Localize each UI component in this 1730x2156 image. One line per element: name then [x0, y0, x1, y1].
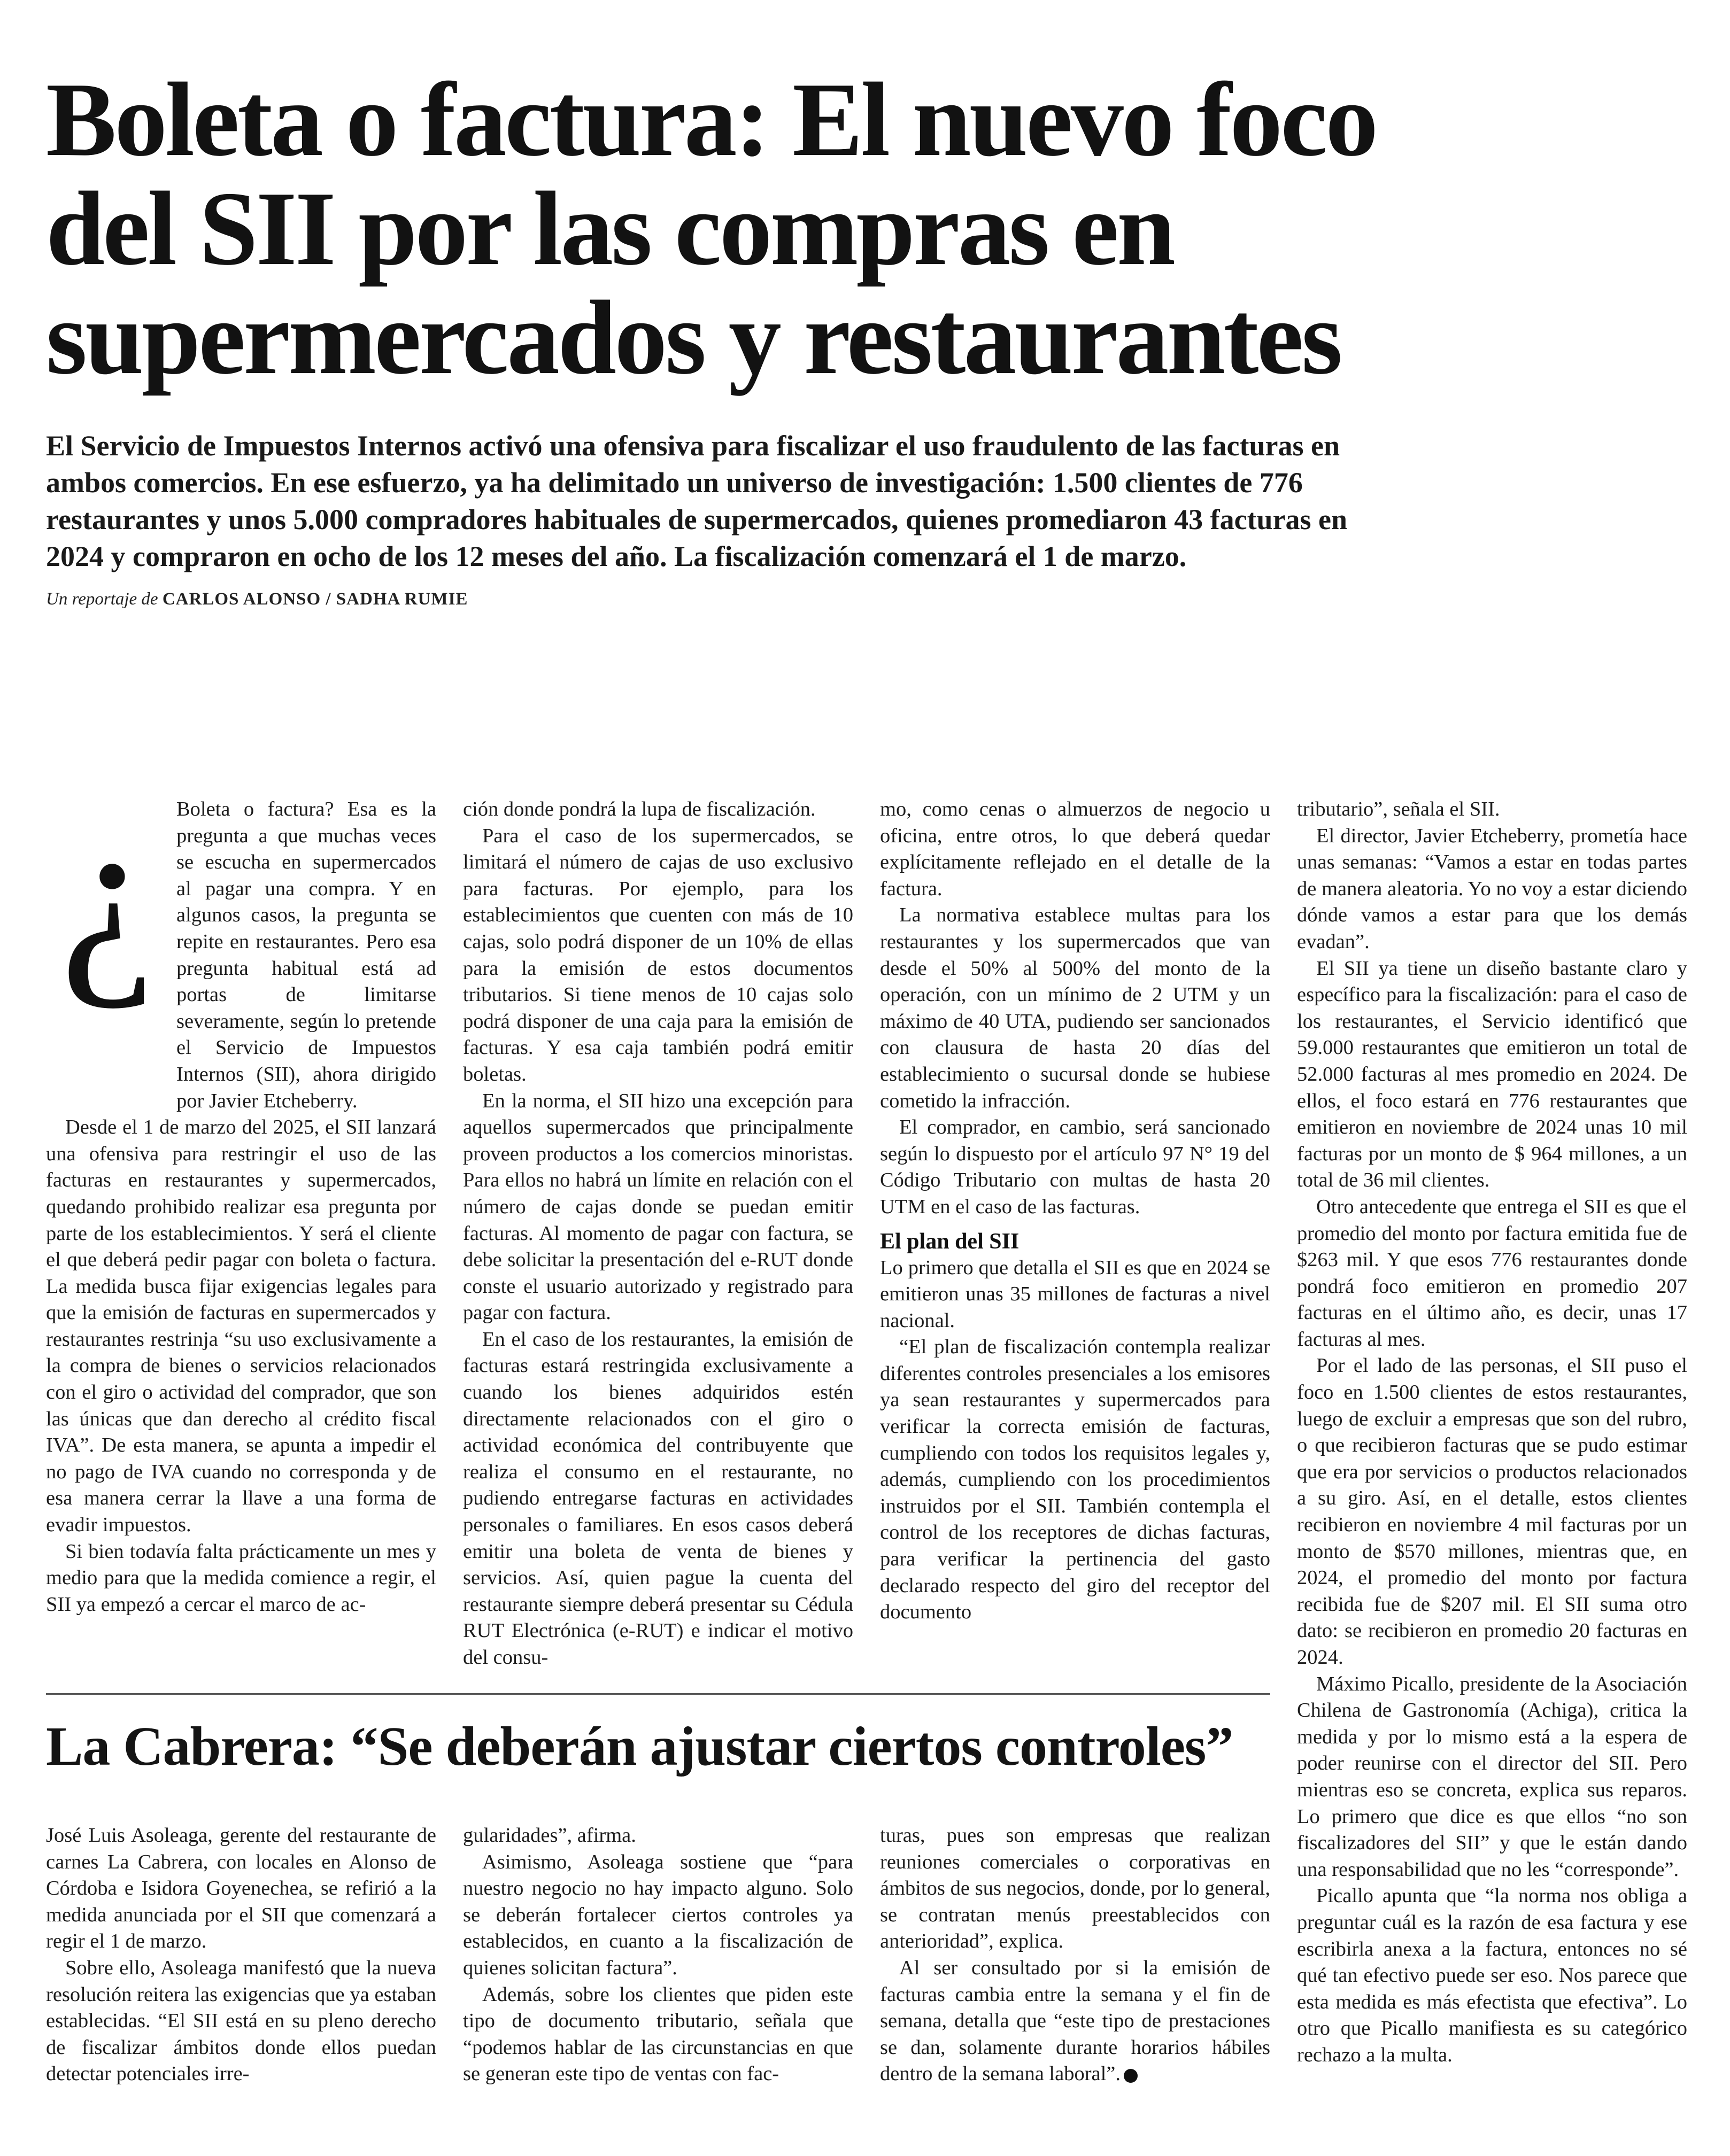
- byline: [46, 590, 468, 609]
- article-column-1: [46, 774, 436, 1618]
- byline-authors: CARLOS ALONSO / SADHA RUMIE: [162, 590, 468, 609]
- article-paragraph: Para el caso de los supermercados, se limitará el número de cajas de uso exclusivo para facturas. Por ejemplo, para los establecimientos que cuenten con más de 10 cajas, solo podrá disponer de un 10% de ellas para la emisión de estos documentos tributarios. Si tiene menos de 10 cajas solo podrá disponer de una caja para la emisión de facturas. Y esa caja también podrá emitir boletas.: [463, 824, 853, 1085]
- article-paragraph: Si bien todavía falta prácticamente un mes y medio para que la medida comience a regir, el SII ya empezó a cercar el marco de ac-: [46, 1540, 436, 1616]
- article-paragraph: mo, como cenas o almuerzos de negocio u oficina, entre otros, lo que deberá quedar explícitamente reflejado en el detalle de la factura.: [880, 798, 1270, 900]
- sidebar-column-3: [880, 1822, 1270, 2088]
- article-paragraph: tributario”, señala el SII.: [1297, 798, 1500, 820]
- article-paragraph: En el caso de los restaurantes, la emisión de facturas estará restringida exclusivamente a cuando los bienes adquiridos estén directamente relacionados con el giro o actividad económica del contribuyente que realiza el consumo en el restaurante, no pudiendo entregarse facturas en actividades personales o familiares. En esos casos deberá emitir una boleta de venta de bienes y servicios. Así, quien pague la cuenta del restaurante siempre deberá presentar su Cédula RUT Electrónica (e-RUT) e indicar el motivo del consu-: [463, 1328, 853, 1669]
- headline-line-2: del SII por las compras en: [46, 170, 1174, 287]
- sidebar-paragraph: turas, pues son empresas que realizan reuniones comerciales o corporativas en ámbitos de sus negocios, donde, por lo general, se contratan menús preestablecidos con anterioridad”, explica.: [880, 1824, 1270, 1953]
- article-column-2: [463, 796, 853, 1671]
- article-paragraph: “El plan de fiscalización contempla realizar diferentes controles presenciales a los emisores ya sean restaurantes y supermercados para verificar la correcta emisión de facturas, cumpliendo con todos los requisitos legales y, además, cumpliendo con los procedimientos instruidos por el SII. También contempla el control de los receptores de dichas facturas, para verificar la pertinencia del gasto declarado respecto del giro del receptor del documento: [880, 1336, 1270, 1624]
- article-paragraph: Boleta o factura? Esa es la pregunta a que muchas veces se escucha en supermercados al pagar una compra. Y en algunos casos, la pregunta se repite en restaurantes. Pero esa pregunta habitual está ad portas de limitarse severamente, según lo pretende el Servicio de Impuestos Internos (SII), ahora dirigido por Javier Etcheberry.: [176, 798, 436, 1112]
- section-divider: [46, 1693, 1270, 1695]
- lead-line-1: El Servicio de Impuestos Internos activó una ofensiva para fiscalizar el uso fraudulento de las facturas en: [46, 430, 1340, 462]
- headline-line-3: supermercados y restaurantes: [46, 279, 1341, 396]
- sidebar-paragraph: gularidades”, afirma.: [463, 1824, 636, 1847]
- article-paragraph: La normativa establece multas para los restaurantes y los supermercados que van desde el 50% al 500% del monto de la operación, con un mínimo de 2 UTM y un máximo de 40 UTA, pudiendo ser sancionados con clausura de hasta 20 días del establecimiento o sucursal donde se hubiese cometido la infracción.: [880, 904, 1270, 1112]
- article-paragraph: Máximo Picallo, presidente de la Asociación Chilena de Gastronomía (Achiga), critica la medida y por lo mismo está a la espera de poder reunirse con el director del SII. Pero mientras eso se concreta, explica sus reparos. Lo primero que dice es que ellos “no son fiscalizadores del SII” y que le están dando una responsabilidad que no les “corresponde”.: [1297, 1672, 1687, 1881]
- sidebar-column-1: [46, 1822, 436, 2088]
- end-mark-icon: P: [1124, 2069, 1138, 2083]
- headline: [46, 61, 1383, 396]
- lead-line-2: ambos comercios. En ese esfuerzo, ya ha delimitado un universo de investigación: 1.500 clientes de 776: [46, 467, 1303, 499]
- headline-line-1: Boleta o factura: El nuevo foco: [46, 61, 1377, 178]
- drop-cap: ¿: [60, 774, 155, 1011]
- lead-line-4: 2024 y compraron en ocho de los 12 meses del año. La fiscalización comenzará el 1 de marzo.: [46, 540, 1187, 572]
- article-paragraph: Lo primero que detalla el SII es que en 2024 se emitieron unas 35 millones de facturas a nivel nacional.: [880, 1256, 1270, 1332]
- article-paragraph: Desde el 1 de marzo del 2025, el SII lanzará una ofensiva para restringir el uso de las facturas en restaurantes y supermercados, quedando prohibido realizar esa pregunta por parte de los establecimientos. Y será el cliente el que deberá pedir pagar con boleta o factura. La medida busca fijar exigencias legales para que la emisión de facturas en supermercados y restaurantes restrinja “su uso exclusivamente a la compra de bienes o servicios relacionados con el giro o actividad del comprador, que son las únicas que dan derecho al crédito fiscal IVA”. De esta manera, se apunta a impedir el no pago de IVA cuando no corresponda y de esa manera cerrar la llave a una forma de evadir impuestos.: [46, 1116, 436, 1537]
- article-column-3: [880, 796, 1270, 1626]
- lead-paragraph: [46, 428, 1372, 575]
- article-paragraph: Picallo apunta que “la norma nos obliga a preguntar cuál es la razón de esa factura y ese escribirla anexa a la factura, entonces no sé qué tan efectivo puede ser eso. Nos parece que esta medida es más efectista que efectiva”. Lo otro que Picallo manifiesta es su categórico rechazo a la multa.: [1297, 1884, 1687, 2066]
- byline-prefix: Un reportaje de: [46, 590, 158, 609]
- sidebar-column-2: [463, 1822, 853, 2088]
- sidebar-paragraph: Sobre ello, Asoleaga manifestó que la nueva resolución reitera las exigencias que ya estaban establecidas. “El SII está en su pleno derecho de fiscalizar ámbitos donde ellos puedan detectar potenciales irre-: [46, 1956, 436, 2085]
- section-heading: El plan del SII: [880, 1229, 1020, 1254]
- article-paragraph: El SII ya tiene un diseño bastante claro y específico para la fiscalización: para el caso de los restaurantes, el Servicio identificó que 59.000 restaurantes que emitieron un total de 52.000 facturas al mes promedio en 2024. De ellos, el foco estará en 776 restaurantes que emitieron en noviembre de 2024 unas 10 mil facturas por un monto de $ 964 millones, a un total de 36 mil clientes.: [1297, 957, 1687, 1192]
- sidebar-paragraph: Al ser consultado por si la emisión de facturas cambia entre la semana y el fin de semana, detalla que “este tipo de prestaciones se dan, solamente durante horarios hábiles dentro de la semana laboral”. P: [880, 1956, 1270, 2085]
- sidebar-paragraph: Asimismo, Asoleaga sostiene que “para nuestro negocio no hay impacto alguno. Solo se deberán fortalecer ciertos controles ya establecidos, en cuanto a la fiscalización de quienes solicitan factura”.: [463, 1850, 853, 1979]
- article-paragraph: Por el lado de las personas, el SII puso el foco en 1.500 clientes de estos restaurantes, luego de excluir a empresas que son del rubro, o que recibieron facturas que se pudo estimar que era por servicios o productos relacionados a su giro. Así, en el detalle, estos clientes recibieron en noviembre 4 mil facturas por un monto de $570 millones, mientras que, en 2024, el promedio del monto por factura recibida fue de $207 mil. El SII suma otro dato: se recibieron en promedio 20 facturas en 2024.: [1297, 1354, 1687, 1669]
- article-paragraph: El comprador, en cambio, será sancionado según lo dispuesto por el artículo 97 N° 19 del Código Tributario con multas de hasta 20 UTM en el caso de las facturas.: [880, 1116, 1270, 1218]
- article-paragraph: ción donde pondrá la lupa de fiscalización.: [463, 798, 816, 820]
- sidebar-paragraph: José Luis Asoleaga, gerente del restaurante de carnes La Cabrera, con locales en Alonso de Córdoba e Isidora Goyenechea, se refirió a la medida anunciada por el SII que comenzará a regir el 1 de marzo.: [46, 1824, 436, 1953]
- article-paragraph: Otro antecedente que entrega el SII es que el promedio del monto por factura emitida fue de $263 mil. Y que esos 776 restaurantes donde pondrá foco emitieron en promedio 207 facturas en el último año, es decir, unas 17 facturas al mes.: [1297, 1195, 1687, 1351]
- article-column-4: [1297, 796, 1687, 2069]
- sidebar-title: La Cabrera: “Se deberán ajustar ciertos controles”: [46, 1716, 1233, 1777]
- article-paragraph: En la norma, el SII hizo una excepción para aquellos supermercados que principalmente proveen productos a los comercios minoristas. Para ellos no habrá un límite en relación con el número de cajas donde se puedan emitir facturas. Al momento de pagar con factura, se debe solicitar la presentación del e-RUT donde conste el usuario autorizado y registrado para pagar con factura.: [463, 1089, 853, 1324]
- sidebar-paragraph: Además, sobre los clientes que piden este tipo de documento tributario, señala que “podemos hablar de las circunstancias en que se generan este tipo de ventas con fac-: [463, 1983, 853, 2085]
- article-paragraph: El director, Javier Etcheberry, prometía hace unas semanas: “Vamos a estar en todas partes de manera aleatoria. Yo no voy a estar diciendo dónde vamos a estar para que los demás evadan”.: [1297, 824, 1687, 953]
- lead-line-3: restaurantes y unos 5.000 compradores habituales de supermercados, quienes promediaron 43 facturas en: [46, 503, 1348, 536]
